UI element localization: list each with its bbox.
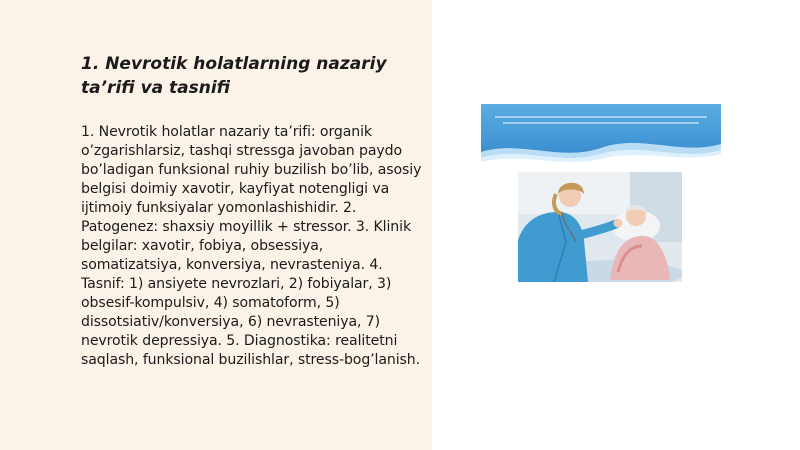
slide-body-text: 1. Nevrotik holatlar nazariy ta’rifi: organik o’zgarishlarsiz, tashqi stressga javoban paydo bo’ladigan funksional ruhiy buzilish bo’lib, asosiy belgisi doimiy xavotir, kayfiyat notengligi va ijtimoiy funksiyalar yomonlashishidir. 2. Patogenez: shaxsiy moyillik + stressor. 3. Klinik belgilar: xavotir, fobiya, obsessiya, somatizatsiya, konversiya, nevrasteniya. 4. Tasnif: 1) ansiyete nevrozlari, 2) fobiyalar, 3) obsesif-kompulsiv, 4) somatoform, 5) dissotsiativ/konversiya, 6) nevrasteniya, 7) nevrotik depressiya. 5. Diagnostika: realitetni saqlash, funksional buzilishlar, stress-bog’lanish.	[81, 124, 422, 368]
nurse-with-elderly-patient-photo	[518, 172, 682, 282]
slide-title: 1. Nevrotik holatlarning nazariy ta’rifi va tasnifi	[81, 54, 387, 98]
blue-wave-banner-image	[481, 104, 721, 164]
